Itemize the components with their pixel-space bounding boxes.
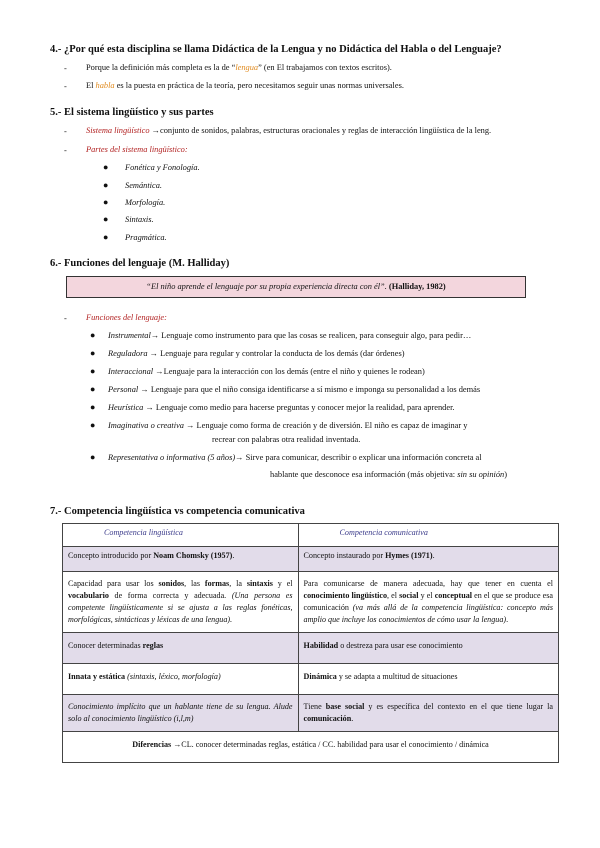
table-cell: Concepto instaurado por Hymes (1971). [298, 547, 558, 572]
section-5-title: 5.- El sistema lingüístico y sus partes [50, 107, 214, 118]
dash: - [64, 127, 67, 136]
table-cell: Habilidad o destreza para usar ese conocimiento [298, 633, 558, 664]
quote-citation: (Halliday, 1982) [388, 282, 446, 291]
s5-line-2: Partes del sistema lingüístico: [86, 145, 188, 154]
bullet-icon: ● [103, 162, 109, 172]
bullet-icon: ● [90, 384, 96, 394]
table-cell: Conocimiento implícito que un hablante tiene de su lengua. Alude solo al conocimiento lingüístico (i,l,m) [63, 695, 299, 732]
comparison-table [62, 523, 559, 763]
bullet-icon: ● [103, 232, 109, 242]
bullet-icon: ● [90, 348, 96, 358]
section-7-title: 7.- Competencia lingüística vs competencia comunicativa [50, 506, 305, 517]
function-item: Representativa o informativa (5 años)→ Sirve para comunicar, describir o explicar una información concreta al [108, 453, 482, 462]
dash: - [64, 82, 67, 91]
table-row [63, 695, 559, 732]
function-item: Imaginativa o creativa → Lenguaje como forma de creación y de diversión. El niño es capaz de imaginar y [108, 421, 468, 430]
bullet-icon: ● [103, 197, 109, 207]
table-cell: Para comunicarse de manera adecuada, hay que tener en cuenta el conocimiento lingüístico, el social y el conceptual en el que se produce esa comunicación (va más allá de la competencia lingüística: concepto más amplio que incluye los conocimientos de cómo usar la lengua). [298, 572, 558, 633]
table-row [63, 664, 559, 695]
table-header-row [63, 524, 559, 547]
quote-box [66, 276, 526, 298]
bullet-icon: ● [90, 452, 96, 462]
function-item: Interaccional →Lenguaje para la interacción con los demás (entre el niño y quienes le rodean) [108, 367, 425, 376]
function-item-cont: recrear con palabras otra realidad inventada. [212, 435, 361, 444]
table-cell: Conocer determinadas reglas [63, 633, 299, 664]
table-cell: Innata y estática (sintaxis, léxico, morfología) [63, 664, 299, 695]
table-cell: Concepto introducido por Noam Chomsky (1957). [63, 547, 299, 572]
term-habla: habla [95, 81, 115, 90]
table-row [63, 547, 559, 572]
quote-text: “El niño aprende el lenguaje por su propia experiencia directa con él”. [146, 282, 387, 291]
table-row [63, 572, 559, 633]
function-item: Reguladora → Lenguaje para regular y controlar la conducta de los demás (dar órdenes) [108, 349, 405, 358]
s4-line-2: El habla es la puesta en práctica de la teoría, pero necesitamos seguir unas normas universales. [86, 81, 404, 90]
bullet-icon: ● [90, 366, 96, 376]
bullet-icon: ● [103, 180, 109, 190]
part-item: Semántica. [125, 181, 162, 190]
part-item: Sintaxis. [125, 215, 154, 224]
table-row [63, 732, 559, 763]
function-item: Personal → Lenguaje para que el niño consiga identificarse a sí mismo e imponga su personalidad a los demás [108, 385, 481, 394]
s5-line-1: Sistema lingüístico →conjunto de sonidos, palabras, estructuras oracionales y reglas de interacción lingüística de la leng. [86, 126, 492, 135]
bullet-icon: ● [90, 420, 96, 430]
function-item: Instrumental→ Lenguaje como instrumento para que las cosas se realicen, para conseguir algo, para pedir… [108, 331, 472, 340]
dash: - [64, 314, 67, 323]
section-6-title: 6.- Funciones del lenguaje (M. Halliday) [50, 258, 230, 269]
differences-cell: Diferencias →CL. conocer determinadas reglas, estática / CC. habilidad para usar el conocimiento / dinámica [63, 732, 559, 763]
term-lengua: lengua [235, 63, 259, 72]
table-cell: Tiene base social y es específica del contexto en el que tiene lugar la comunicación. [298, 695, 558, 732]
column-header: Competencia comunicativa [298, 524, 558, 547]
dash: - [64, 64, 67, 73]
table-cell: Dinámica y se adapta a multitud de situaciones [298, 664, 558, 695]
section-4-title: 4.- ¿Por qué esta disciplina se llama Didáctica de la Lengua y no Didáctica del Habla o del Lenguaje? [50, 44, 502, 55]
bullet-icon: ● [90, 330, 96, 340]
function-item: Heurística → Lenguaje como medio para hacerse preguntas y conocer mejor la realidad, para aprender. [108, 403, 455, 412]
s4-line-1: Porque la definición más completa es la de “lengua” (en El trabajamos con textos escritos). [86, 63, 392, 72]
bullet-icon: ● [103, 214, 109, 224]
function-item-cont: hablante que desconoce esa información (más objetiva: sin su opinión) [270, 470, 507, 479]
bullet-icon: ● [90, 402, 96, 412]
dash: - [64, 146, 67, 155]
column-header: Competencia lingüística [63, 524, 299, 547]
part-item: Morfología. [125, 198, 166, 207]
part-item: Pragmática. [125, 233, 167, 242]
table-cell: Capacidad para usar los sonidos, las formas, la sintaxis y el vocabulario de forma correcta y adecuada. (Una persona es competente lingüísticamente si se ajusta a las reglas fonéticas, morfológicas, sintácticas y léxicas de una lengua). [63, 572, 299, 633]
functions-heading: Funciones del lenguaje: [86, 313, 167, 322]
table-row [63, 633, 559, 664]
part-item: Fonética y Fonología. [125, 163, 200, 172]
term-sistema: Sistema lingüístico [86, 126, 150, 135]
